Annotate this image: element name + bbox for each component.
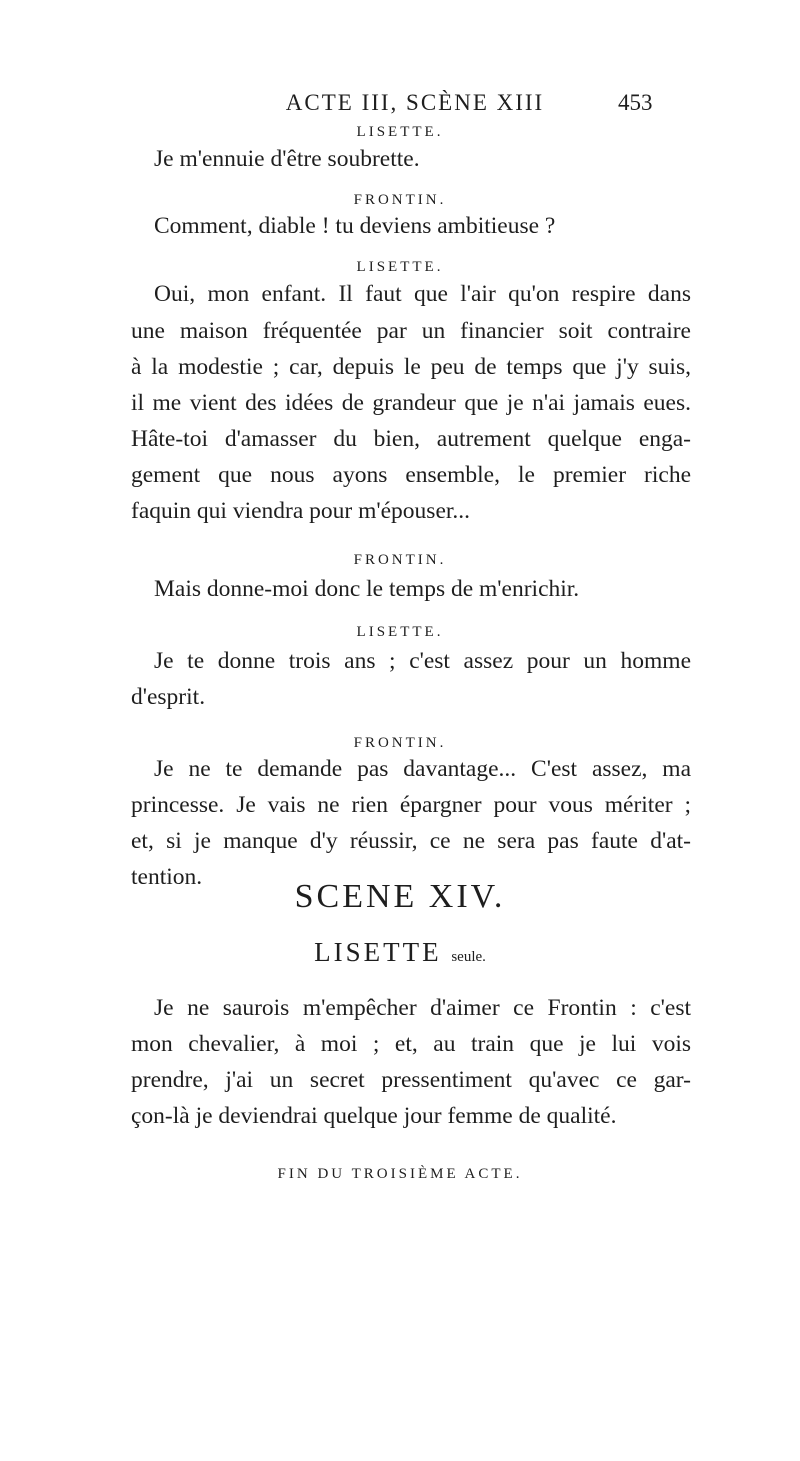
monologue-line: çon-là je deviendrai quelque jour femme de qualité. <box>131 1103 617 1129</box>
dialogue-line: et, si je manque d'y réussir, ce ne sera pas faute d'at- <box>131 828 691 854</box>
dialogue-line: Oui, mon enfant. Il faut que l'air qu'on respire dans <box>154 281 691 307</box>
monologue-line: Je ne saurois m'empêcher d'aimer ce Frontin : c'est <box>154 995 691 1021</box>
speaker-name: LISETTE. <box>356 124 444 140</box>
monologue-line: prendre, j'ai un secret pressentiment qu'avec ce gar- <box>131 1067 691 1093</box>
dialogue-line: d'esprit. <box>131 684 206 710</box>
dialogue-line: faquin qui viendra pour m'épouser... <box>131 498 471 524</box>
dialogue-line: gement que nous ayons ensemble, le premier riche <box>131 462 691 488</box>
act-end-note: FIN DU TROISIÈME ACTE. <box>277 1166 523 1182</box>
speaker-name: FRONTIN. <box>353 192 447 208</box>
dialogue-line: Hâte-toi d'amasser du bien, autrement quelque enga- <box>131 426 691 452</box>
dialogue-line: princesse. Je vais ne rien épargner pour vous mériter ; <box>131 792 691 818</box>
dialogue-line: Comment, diable ! tu deviens ambitieuse ? <box>154 213 556 239</box>
dialogue-line: Mais donne-moi donc le temps de m'enrichir. <box>154 576 580 602</box>
dialogue-line: Je te donne trois ans ; c'est assez pour un homme <box>154 648 691 674</box>
page-number: 453 <box>618 90 653 115</box>
speaker-name: LISETTE. <box>356 259 444 275</box>
speaker-name: LISETTE <box>314 937 442 967</box>
speaker-name: FRONTIN. <box>353 735 447 751</box>
dialogue-line: Je m'ennuie d'être soubrette. <box>154 146 420 172</box>
dialogue-line: tention. <box>131 864 203 890</box>
dialogue-line: à la modestie ; car, depuis le peu de temps que j'y suis, <box>131 354 691 380</box>
monologue-line: mon chevalier, à moi ; et, au train que je lui vois <box>131 1031 691 1057</box>
solo-speaker <box>0 937 800 968</box>
dialogue-line: une maison fréquentée par un financier soit contraire <box>131 318 691 344</box>
speaker-name: LISETTE. <box>356 624 444 640</box>
dialogue-line: il me vient des idées de grandeur que je n'ai jamais eues. <box>131 390 691 416</box>
stage-direction: seule. <box>451 949 486 965</box>
speaker-name: FRONTIN. <box>353 552 447 568</box>
running-title: ACTE III, SCÈNE XIII <box>285 90 545 115</box>
dialogue-line: Je ne te demande pas davantage... C'est assez, ma <box>154 756 691 782</box>
scene-heading: SCENE XIV. <box>294 878 506 915</box>
